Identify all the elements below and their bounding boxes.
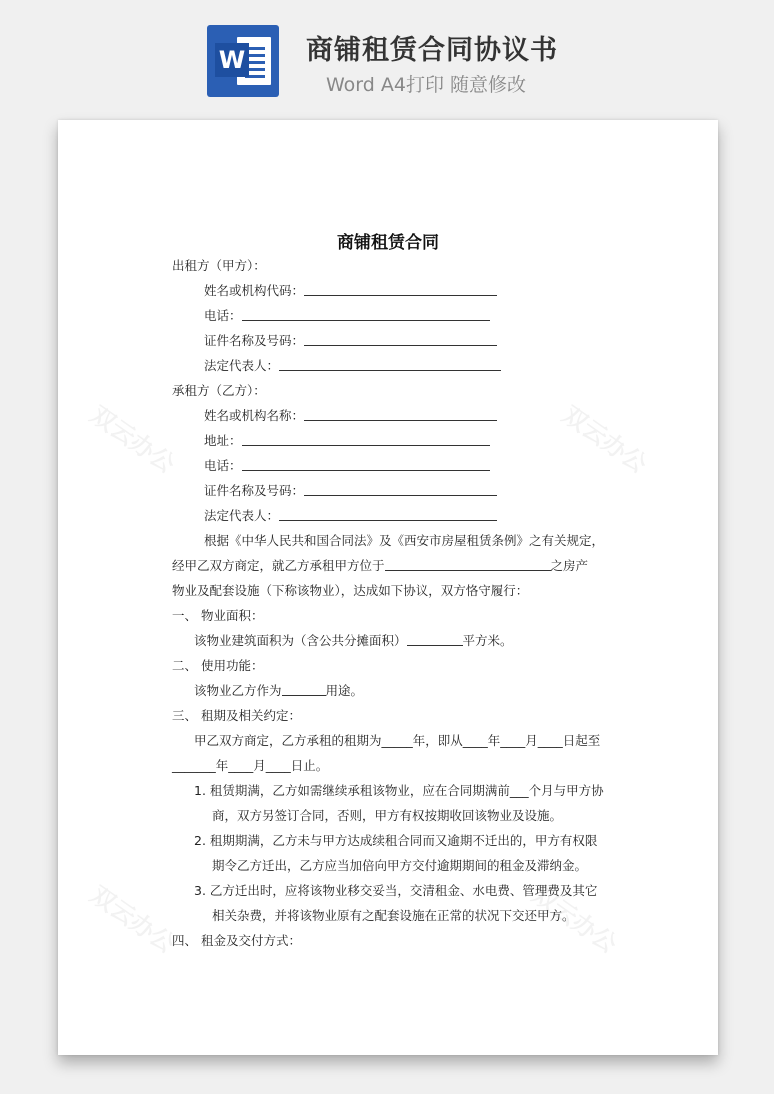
line-suffix: 用途。 xyxy=(325,683,364,698)
document-line xyxy=(204,283,497,299)
line-text: 姓名或机构代码： xyxy=(204,283,305,298)
banner-title: 商铺租赁合同协议书 xyxy=(306,35,558,66)
watermark: 双云办公 xyxy=(557,400,652,479)
fill-in-blank xyxy=(304,283,497,296)
word-icon xyxy=(207,25,279,97)
watermark: 双云办公 xyxy=(85,880,180,959)
document-line xyxy=(204,458,490,474)
line-text: 承租方（乙方）： xyxy=(172,383,266,398)
line-text: 三、 租期及相关约定： xyxy=(172,708,301,723)
line-suffix: 平方米。 xyxy=(462,633,513,648)
watermark: 双云办公 xyxy=(527,880,622,959)
fill-in-blank xyxy=(304,408,497,421)
banner-subtitle: Word A4打印 随意修改 xyxy=(326,74,527,96)
document-page xyxy=(58,120,718,1055)
document-line xyxy=(194,733,600,749)
line-text: 2. 租期期满，乙方未与甲方达成续租合同而又逾期不迁出的，甲方有权限 xyxy=(194,833,598,848)
document-line xyxy=(204,533,604,549)
line-text: 证件名称及号码： xyxy=(204,483,305,498)
line-text: 法定代表人： xyxy=(204,508,280,523)
document-line xyxy=(172,933,301,949)
document-line xyxy=(172,258,266,274)
line-text: 1. 租赁期满，乙方如需继续承租该物业，应在合同期满前___个月与甲方协 xyxy=(194,783,604,798)
fill-in-blank xyxy=(407,633,463,646)
watermark: 双云办公 xyxy=(85,400,180,479)
fill-in-blank xyxy=(279,508,497,521)
word-letter: W xyxy=(215,43,249,77)
fill-in-blank xyxy=(242,433,490,446)
document-line xyxy=(194,783,604,799)
line-text: 出租方（甲方）： xyxy=(172,258,266,273)
document-line xyxy=(204,483,497,499)
line-text: 该物业建筑面积为（含公共分摊面积） xyxy=(194,633,407,648)
document-line xyxy=(172,758,328,774)
line-text: 相关杂费，并将该物业原有之配套设施在正常的状况下交还甲方。 xyxy=(212,908,575,923)
line-text: 根据《中华人民共和国合同法》及《西安市房屋租赁条例》之有关规定， xyxy=(204,533,605,548)
fill-in-blank xyxy=(304,333,497,346)
document-line xyxy=(212,908,575,924)
line-text: _______年____月____日止。 xyxy=(172,758,329,773)
line-text: 电话： xyxy=(204,458,242,473)
line-text: 地址： xyxy=(204,433,242,448)
document-line xyxy=(212,858,587,874)
document-line xyxy=(194,833,597,849)
fill-in-blank xyxy=(242,308,490,321)
document-line xyxy=(194,633,513,649)
document-line xyxy=(204,508,497,524)
document-line xyxy=(212,808,562,824)
fill-in-blank xyxy=(304,483,497,496)
line-text: 证件名称及号码： xyxy=(204,333,305,348)
line-text: 电话： xyxy=(204,308,242,323)
document-line xyxy=(204,408,497,424)
document-line xyxy=(172,558,588,574)
fill-in-blank xyxy=(385,558,551,571)
line-text: 物业及配套设施（下称该物业），达成如下协议，双方恪守履行： xyxy=(172,583,529,598)
fill-in-blank xyxy=(242,458,490,471)
line-text: 法定代表人： xyxy=(204,358,280,373)
line-text: 3. 乙方迁出时，应将该物业移交妥当，交清租金、水电费、管理费及其它 xyxy=(194,883,598,898)
document-line xyxy=(204,433,490,449)
document-line xyxy=(194,683,363,699)
document-line xyxy=(172,583,528,599)
line-text: 一、 物业面积： xyxy=(172,608,264,623)
line-text: 四、 租金及交付方式： xyxy=(172,933,301,948)
line-text: 经甲乙双方商定，就乙方承租甲方位于 xyxy=(172,558,385,573)
line-text: 商，双方另签订合同，否则，甲方有权按期收回该物业及设施。 xyxy=(212,808,563,823)
line-text: 甲乙双方商定，乙方承租的租期为_____年，即从____年____月____日起至 xyxy=(194,733,601,748)
document-line xyxy=(172,708,301,724)
document-line xyxy=(172,608,263,624)
banner-header xyxy=(0,0,774,110)
document-line xyxy=(172,658,263,674)
line-suffix: 之房产 xyxy=(550,558,589,573)
line-text: 期令乙方迁出，乙方应当加倍向甲方交付逾期期间的租金及滞纳金。 xyxy=(212,858,588,873)
document-line xyxy=(204,358,501,374)
document-title: 商铺租赁合同 xyxy=(337,233,439,253)
document-line xyxy=(172,383,266,399)
document-line xyxy=(204,308,490,324)
fill-in-blank xyxy=(279,358,501,371)
line-text: 姓名或机构名称： xyxy=(204,408,305,423)
document-line xyxy=(204,333,497,349)
line-text: 该物业乙方作为 xyxy=(194,683,282,698)
fill-in-blank xyxy=(282,683,326,696)
document-line xyxy=(194,883,597,899)
line-text: 二、 使用功能： xyxy=(172,658,264,673)
